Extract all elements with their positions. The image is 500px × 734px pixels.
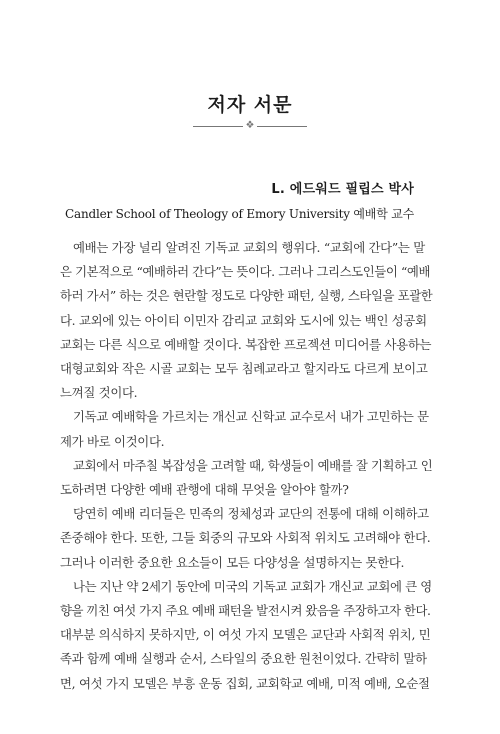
body-text-line: 교회에서 마주칠 복잡성을 고려할 때, 학생들이 예배를 잘 기획하고 인 (73, 457, 433, 473)
author-name: L. 에드워드 필립스 박사 (271, 182, 414, 197)
diamond-ornament-icon: ❖ (245, 120, 255, 131)
body-text-line: 당연히 예배 리더들은 민족의 정체성과 교단의 전통에 대해 이해하고 (73, 506, 429, 522)
body-text-line: 나는 지난 약 2세기 동안에 미국의 기독교 교회가 개신교 교회에 큰 영 (73, 578, 432, 594)
body-text-line: 족과 함께 예배 실행과 순서, 스타일의 중요한 원천이었다. 간략히 말하 (60, 651, 427, 667)
body-text-line: 예배는 가장 널리 알려진 기독교 교회의 행위다. “교회에 간다”는 말 (73, 240, 425, 255)
body-text-line: 느껴질 것이다. (60, 385, 138, 401)
body-text-line: 다. 교외에 있는 아이티 이민자 감리교 교회와 도시에 있는 백인 성공회 (60, 312, 427, 328)
body-text-line: 은 기본적으로 “예배하러 간다”는 뜻이다. 그러나 그리스도인들이 “예배 (60, 264, 431, 280)
divider-line-right (257, 126, 307, 127)
body-text-line: 면, 여섯 가지 모델은 부흥 운동 집회, 교회학교 예배, 미적 예배, 오순절 (60, 675, 430, 691)
body-text-line: 대부분 의식하지 못하지만, 이 여섯 가지 모델은 교단과 사회적 위치, 민 (60, 627, 431, 643)
body-text-line: 그러나 이러한 중요한 요소들이 모든 다양성을 설명하지는 못한다. (60, 554, 405, 570)
body-text-line: 대형교회와 작은 시골 교회는 모두 침례교라고 할지라도 다르게 보이고 (60, 361, 428, 377)
body-text-line: 존중해야 한다. 또한, 그들 회중의 규모와 사회적 위치도 고려해야 한다. (60, 530, 431, 546)
body-text-line: 기독교 예배학을 가르치는 개신교 신학교 교수로서 내가 고민하는 문 (73, 409, 429, 425)
author-affiliation: Candler School of Theology of Emory University 예배학 교수 (65, 207, 414, 221)
body-text-line: 도하려면 다양한 예배 관행에 대해 무엇을 알아야 할까? (60, 482, 349, 498)
divider-line-left (193, 126, 243, 127)
body-text-line: 향을 끼친 여섯 가지 주요 예배 패턴을 발전시켜 왔음을 주장하고자 한다. (60, 603, 431, 619)
page-title: 저자 서문 (207, 94, 293, 116)
body-text-line: 교회는 다른 식으로 예배할 것이다. 복잡한 프로젝션 미디어를 사용하는 (60, 336, 432, 352)
title-ornament-divider (193, 120, 307, 131)
body-text-line: 하러 가서” 하는 것은 현란할 정도로 다양한 패턴, 실행, 스타일을 포괄한 (60, 288, 433, 304)
body-text-line: 제가 바로 이것이다. (60, 433, 165, 449)
preface-body (60, 236, 433, 696)
